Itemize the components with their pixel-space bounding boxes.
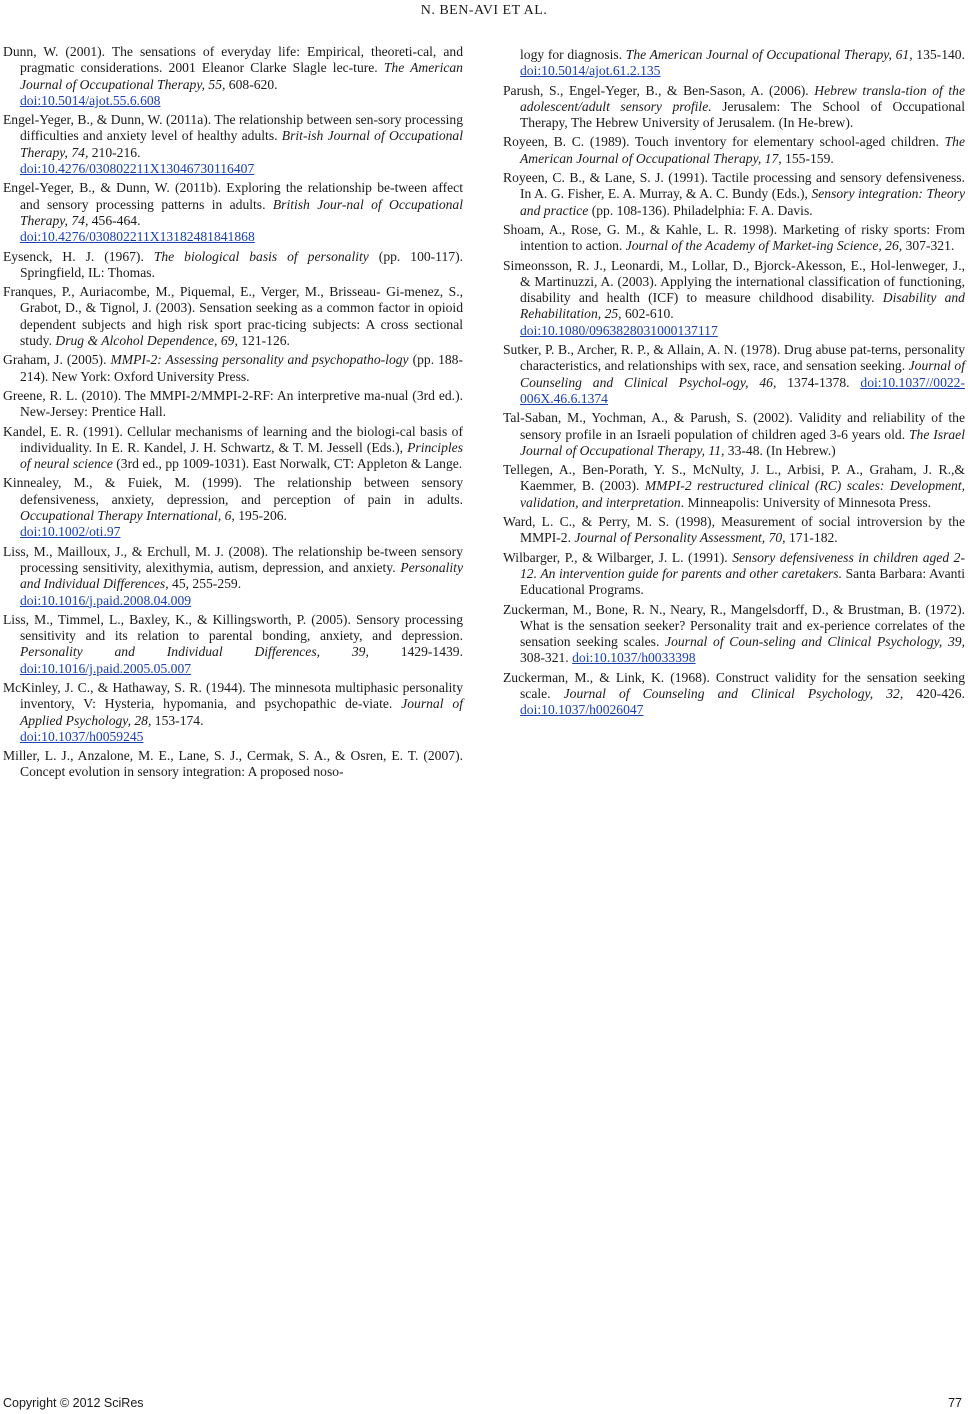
ref-text: Engel-Yeger, B., & Dunn, W. (2011b). Exploring the relationship be-tween affect and sensory processing patterns in adults. [3,180,463,212]
reference-entry [3,544,463,609]
ref-text: . Minneapolis: University of Minnesota Press. [680,494,932,510]
ref-text: Ward, L. C., & Perry, M. S. (1998), Measurement of social introversion by the MMPI-2. [503,514,965,546]
ref-text: Eysenck, H. J. (1967). [3,248,154,264]
reference-entry [503,258,965,339]
page-number: 77 [948,1396,962,1410]
ref-text: 307-321. [902,238,955,254]
reference-entry [503,170,965,219]
doi-link[interactable]: doi:10.1080/0963828031000137117 [520,322,718,338]
running-head: N. BEN-AVI ET AL. [420,3,548,18]
ref-text: Liss, M., Timmel, L., Baxley, K., & Killingsworth, P. (2005). Sensory processing sensitivity and its relation to parental bonding, anxiety, and depression. [3,611,463,644]
ref-journal: The American Journal of Occupational Therapy, 61, [625,47,913,62]
ref-journal: Journal of Counseling and Clinical Psychology, 32, [563,685,904,701]
doi-link[interactable]: doi:10.1016/j.paid.2005.05.007 [20,660,192,676]
ref-journal: Sensory defensiveness in children aged 2-12. An intervention guide for parents and other caretakers. [520,549,965,581]
ref-text: Kinnealey, M., & Fuiek, M. (1999). The relationship between sensory defensiveness, anxiety, depression, and perception of pain in adults. [3,475,463,507]
reference-entry [3,612,463,677]
ref-text: Zuckerman, M., Bone, R. N., Neary, R., Mangelsdorff, D., & Brustman, B. (1972). What is the sensation seeker? Personality trait and ex-perience correlates of the sensation seeking scales. [503,601,965,650]
ref-journal: The American Journal of Occupational Therapy, 17, [520,134,965,166]
ref-journal: Principles of neural science [20,439,463,472]
doi-link[interactable]: doi:10.1037/h0059245 [20,728,144,744]
ref-journal: Sensory integration: Theory and practice [520,186,965,218]
ref-text: 456-464. [88,212,141,228]
ref-text: 602-610. [621,306,674,322]
ref-text: 155-159. [781,150,834,166]
doi-link[interactable]: doi:10.4276/030802211X13046730116407 [20,161,255,177]
reference-entry [3,249,463,282]
ref-journal: Journal of Applied Psychology, 28, [20,696,463,728]
ref-journal: Hebrew transla-tion of the adolescent/adult sensory profile. [520,82,965,114]
ref-text: McKinley, J. C., & Hathaway, S. R. (1944). The minnesota multiphasic personality inventory, V: Hysteria, hypomania, and psychopathic de-viate. [3,679,463,712]
reference-entry-continued [503,47,965,80]
ref-text: 153-174. [151,712,204,728]
reference-entry [503,462,965,511]
reference-entry [3,352,463,385]
ref-text: 195-206. [234,508,287,524]
ref-text: Sutker, P. B., Archer, R. P., & Allain, A. N. (1978). Drug abuse pat-terns, personality characteristics, and relationships with sex, race, and sensation seeking. [503,342,965,374]
reference-entry [3,44,463,109]
reference-entry [503,83,965,132]
ref-text: Tellegen, A., Ben-Porath, Y. S., McNulty, J. L., Arbisi, P. A., Graham, J. R.,& Kaemmer, B. (2003). [503,462,965,494]
ref-journal: Drug & Alcohol Dependence, 69, [55,333,238,349]
ref-text: (3rd ed., pp 1009-1031). East Norwalk, CT: Appleton & Lange. [112,456,463,472]
reference-entry [3,475,463,540]
ref-text: Royeen, B. C. (1989). Touch inventory for elementary school-aged children. [503,134,945,150]
doi-link[interactable]: doi:10.1037/h0026047 [520,702,644,718]
ref-text: 420-426. [903,685,965,701]
ref-text: Zuckerman, M., & Link, K. (1968). Construct validity for the sensation seeking scale. [503,669,965,701]
ref-text: Simeonsson, R. J., Leonardi, M., Lollar, D., Bjorck-Akesson, E., Hol-lenweger, J., & Martinuzzi, A. (2003). Applying the international classification of functioning, disability and health (ICF) to measure childhood disability. [503,257,965,306]
doi-link[interactable]: doi:10.1016/j.paid.2008.04.009 [20,592,192,608]
reference-entry [503,550,965,599]
reference-entry [3,180,463,245]
reference-entry [503,602,965,667]
references-right-column [503,47,965,722]
ref-text: (pp. 108-136). Philadelphia: F. A. Davis. [588,202,813,218]
ref-text: Shoam, A., Rose, G. M., & Kahle, L. R. 1998). Marketing of risky sports: From intention to action. [503,221,965,254]
ref-text: Parush, S., Engel-Yeger, B., & Ben-Sason, A. (2006). [503,82,815,98]
doi-link[interactable]: doi:10.1037/h0033398 [572,650,696,666]
ref-text: , 45, 255-259. [165,576,242,592]
ref-text: Engel-Yeger, B., & Dunn, W. (2011a). The relationship between sen-sory processing difficulties and anxiety level of healthy adults. [3,112,463,144]
reference-entry [503,222,965,255]
reference-entry [503,514,965,547]
doi-link[interactable]: doi:10.4276/030802211X13182481841868 [20,229,255,245]
reference-entry [3,680,463,745]
ref-journal: Occupational Therapy International, 6, [20,508,235,524]
ref-journal: MMPI-2: Assessing personality and psychopatho-logy [110,352,409,368]
ref-journal: Disability and Rehabilitation, 25, [520,290,965,322]
reference-entry [503,134,965,167]
ref-text: 33-48. (In Hebrew.) [724,442,836,458]
ref-journal: Journal of Personality Assessment, 70, [574,530,786,546]
doi-link[interactable]: doi:10.1037//0022-006X.46.6.1374 [520,374,965,406]
ref-journal: Personality and Individual Differences, 39, [20,644,369,660]
ref-text: 308-321. [520,650,573,666]
ref-text: logy for diagnosis. [520,47,626,62]
reference-entry [3,424,463,473]
ref-text: 1374-1378. [776,374,861,390]
ref-text: 210-216. [88,144,141,160]
ref-text: Wilbarger, P., & Wilbarger, J. L. (1991). [503,549,733,565]
ref-text: Jerusalem: The School of Occupational Therapy, The Hebrew University of Jerusalem. (In He-brew). [520,98,965,131]
ref-text: Santa Barbara: Avanti Educational Programs. [520,565,965,598]
reference-entry [3,748,463,781]
ref-text: 608-620. [225,76,278,92]
ref-journal: Journal of Counseling and Clinical Psychol-ogy, 46, [520,358,965,390]
ref-text: (pp. 100-117). Springfield, IL: Thomas. [20,248,463,280]
reference-entry [3,284,463,349]
reference-entry [503,410,965,459]
reference-entry [3,112,463,177]
ref-text: 1429-1439. [368,644,464,660]
ref-journal: Brit-ish Journal of Occupational Therapy, 74, [20,128,463,160]
doi-link[interactable]: doi:10.5014/ajot.61.2.135 [520,63,661,79]
ref-text: Tal-Saban, M., Yochman, A., & Parush, S. (2002). Validity and reliability of the sensory profile in an Israeli population of children aged 3-6 years old. [503,410,965,442]
ref-text: Liss, M., Mailloux, J., & Erchull, M. J. (2008). The relationship be-tween sensory processing sensitivity, alexithymia, autism, depression, and anxiety. [3,543,463,575]
ref-text: 171-182. [785,530,838,546]
ref-text: Greene, R. L. (2010). The MMPI-2/MMPI-2-RF: An interpretive ma-nual (3rd ed.). New-Jersey: Prentice Hall. [3,387,463,420]
ref-text: Dunn, W. (2001). The sensations of everyday life: Empirical, theoreti-cal, and pragmatic considerations. 2001 Eleanor Clarke Slagle lec-ture. [3,44,463,76]
ref-text: Graham, J. (2005). [3,352,111,368]
ref-journal: Journal of the Academy of Market-ing Science, 26, [625,238,903,254]
ref-journal: Journal of Coun-seling and Clinical Psychology, 39, [665,634,965,650]
references-left-column [3,44,463,784]
ref-text: 135-140. [912,47,966,62]
doi-link[interactable]: doi:10.5014/ajot.55.6.608 [20,92,161,108]
ref-text: Franques, P., Auriacombe, M., Piquemal, E., Verger, M., Brisseau- Gi-menez, S., Grabot, D., & Tignol, J. (2003). Sensation seeking as a common factor in opioid dependent subjects and high risk sport prac-ticing subjects: A cross sectional study. [3,284,463,349]
reference-entry [503,342,965,407]
ref-journal: MMPI-2 restructured clinical (RC) scales: Development, validation, and interpretation [520,478,965,510]
copyright-notice: Copyright © 2012 SciRes [3,1396,144,1410]
reference-entry [503,670,965,719]
ref-text: Royeen, C. B., & Lane, S. J. (1991). Tactile processing and sensory defensiveness. In A. G. Fisher, E. A. Murray, & A. C. Bundy (Eds.), [503,170,965,202]
ref-journal: Personality and Individual Differences [20,559,463,592]
ref-text: 121-126. [237,333,290,349]
ref-journal: The biological basis of personality [153,248,369,264]
ref-journal: The Israel Journal of Occupational Therapy, 11, [520,426,965,458]
ref-journal: British Jour-nal of Occupational Therapy, 74, [20,196,463,228]
ref-text: (pp. 188-214). New York: Oxford University Press. [20,352,464,384]
ref-text: Miller, L. J., Anzalone, M. E., Lane, S. J., Cermak, S. A., & Osren, E. T. (2007). Concept evolution in sensory integration: A proposed noso- [3,748,463,780]
doi-link[interactable]: doi:10.1002/oti.97 [20,524,121,540]
ref-journal: The American Journal of Occupational Therapy, 55, [20,60,463,92]
ref-text: Kandel, E. R. (1991). Cellular mechanisms of learning and the biologi-cal basis of individuality. In E. R. Kandel, J. H. Schwartz, & T. M. Jessell (Eds.), [3,423,463,455]
reference-entry [3,388,463,421]
